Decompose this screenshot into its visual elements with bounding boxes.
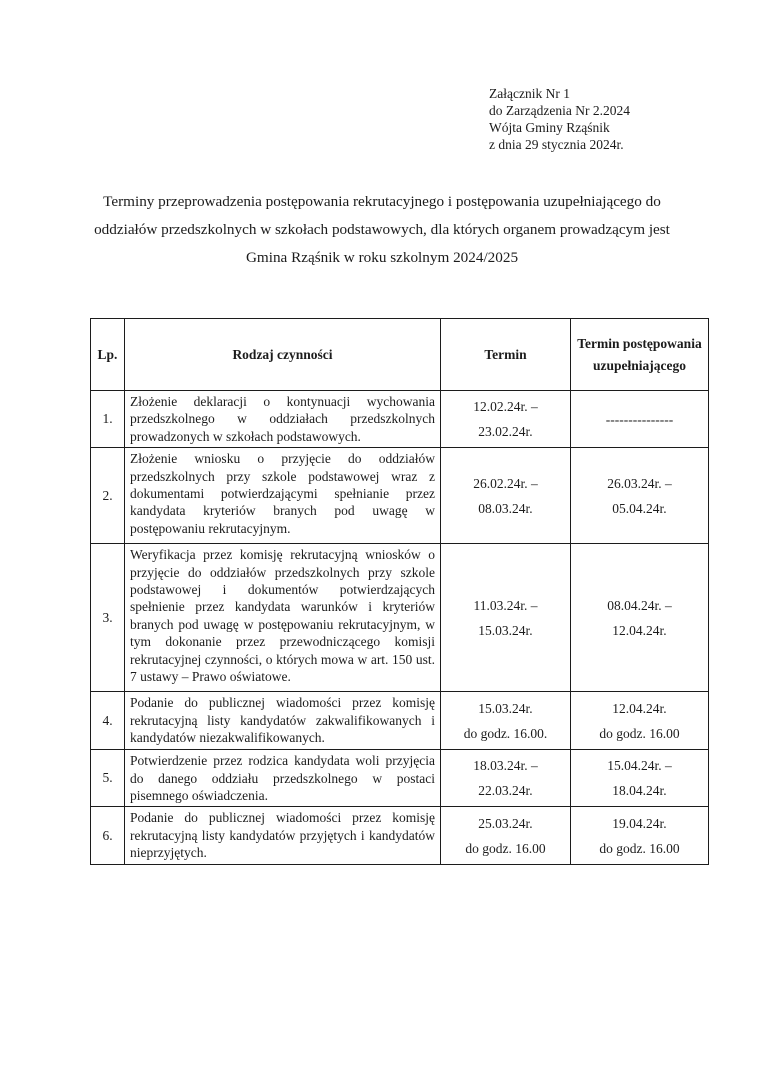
annotation-line-3: Wójta Gminy Rząśnik [489,120,610,135]
supplementary-line: 26.03.24r. – [607,475,672,491]
supplementary-line: do godz. 16.00 [599,725,680,741]
row-number: 2. [91,448,125,544]
supplementary-line: 08.04.24r. – [607,597,672,613]
attachment-annotation [489,85,630,153]
term-line: 11.03.24r. – [473,597,538,613]
annotation-line-4: z dnia 29 stycznia 2024r. [489,137,624,152]
supplementary-line: do godz. 16.00 [599,840,680,856]
table-row [91,750,709,807]
table-row [91,807,709,865]
annotation-line-1: Załącznik Nr 1 [489,86,570,101]
table-row [91,391,709,448]
term-line: do godz. 16.00 [465,840,546,856]
header-supplementary: Termin postępowania uzupełniającego [571,319,709,391]
header-lp: Lp. [91,319,125,391]
term-line: 26.02.24r. – [473,475,538,491]
table-row [91,448,709,544]
activity-description: Podanie do publicznej wiadomości przez komisję rekrutacyjną listy kandydatów zakwalifikowanych i kandydatów niezakwalifikowanych. [125,692,441,750]
supplementary-dates [571,692,709,750]
supplementary-line: 12.04.24r. [612,700,667,716]
supplementary-line: 18.04.24r. [612,783,667,799]
header-term: Termin [441,319,571,391]
supplementary-dates [571,544,709,692]
activity-description: Złożenie deklaracji o kontynuacji wychowania przedszkolnego w oddziałach przedszkolnych prowadzonych w szkołach podstawowych. [125,391,441,448]
annotation-line-2: do Zarządzenia Nr 2.2024 [489,103,630,118]
term-line: 12.02.24r. – [473,399,538,415]
term-line: 15.03.24r. [478,622,533,638]
supplementary-dates [571,750,709,807]
term-dates [441,544,571,692]
activity-description: Weryfikacja przez komisję rekrutacyjną wniosków o przyjęcie do oddziałów przedszkolnych przy szkole podstawowej i dokumentów potwierdzających spełnienie przez kandydata warunków i kryteriów branych pod uwagę w postępowaniu rekrutacyjnym, w tym dokonanie przez przewodniczącego komisji rekrutacyjnej czynności, o których mowa w art. 150 ust. 7 ustawy – Prawo oświatowe. [125,544,441,692]
supplementary-line: 15.04.24r. – [607,758,672,774]
supplementary-line: 05.04.24r. [612,500,667,516]
term-line: 23.02.24r. [478,424,533,440]
term-dates [441,692,571,750]
supplementary-dates [571,807,709,865]
row-number: 4. [91,692,125,750]
term-line: 15.03.24r. [478,700,533,716]
term-line: 22.03.24r. [478,783,533,799]
table-row [91,544,709,692]
term-dates [441,807,571,865]
supplementary-line: 19.04.24r. [612,815,667,831]
term-line: 18.03.24r. – [473,758,538,774]
header-activity: Rodzaj czynności [125,319,441,391]
recruitment-schedule-table [90,318,709,865]
activity-description: Potwierdzenie przez rodzica kandydata woli przyjęcia do danego oddziału przedszkolnego w postaci pisemnego oświadczenia. [125,750,441,807]
term-dates [441,391,571,448]
supplementary-line: 12.04.24r. [612,622,667,638]
term-dates [441,448,571,544]
row-number: 6. [91,807,125,865]
document-title: Terminy przeprowadzenia postępowania rekrutacyjnego i postępowania uzupełniającego do oddziałów przedszkolnych w szkołach podstawowych, dla których organem prowadzącym jest Gmina Rząśnik w roku szkolnym 2024/2025 [94,193,670,266]
activity-description: Podanie do publicznej wiadomości przez komisję rekrutacyjną listy kandydatów przyjętych i kandydatów nieprzyjętych. [125,807,441,865]
table-header-row [91,319,709,391]
supplementary-dates [571,391,709,448]
supplementary-dates [571,448,709,544]
supplementary-line: --------------- [605,411,674,427]
row-number: 3. [91,544,125,692]
term-line: 08.03.24r. [478,500,533,516]
activity-description: Złożenie wniosku o przyjęcie do oddziałów przedszkolnych przy szkole podstawowej wraz z dokumentami potwierdzającymi spełnianie przez kandydata kryteriów branych pod uwagę w postępowaniu rekrutacyjnym. [125,448,441,544]
term-line: 25.03.24r. [478,815,533,831]
table-row [91,692,709,750]
term-dates [441,750,571,807]
term-line: do godz. 16.00. [463,725,548,741]
row-number: 1. [91,391,125,448]
row-number: 5. [91,750,125,807]
